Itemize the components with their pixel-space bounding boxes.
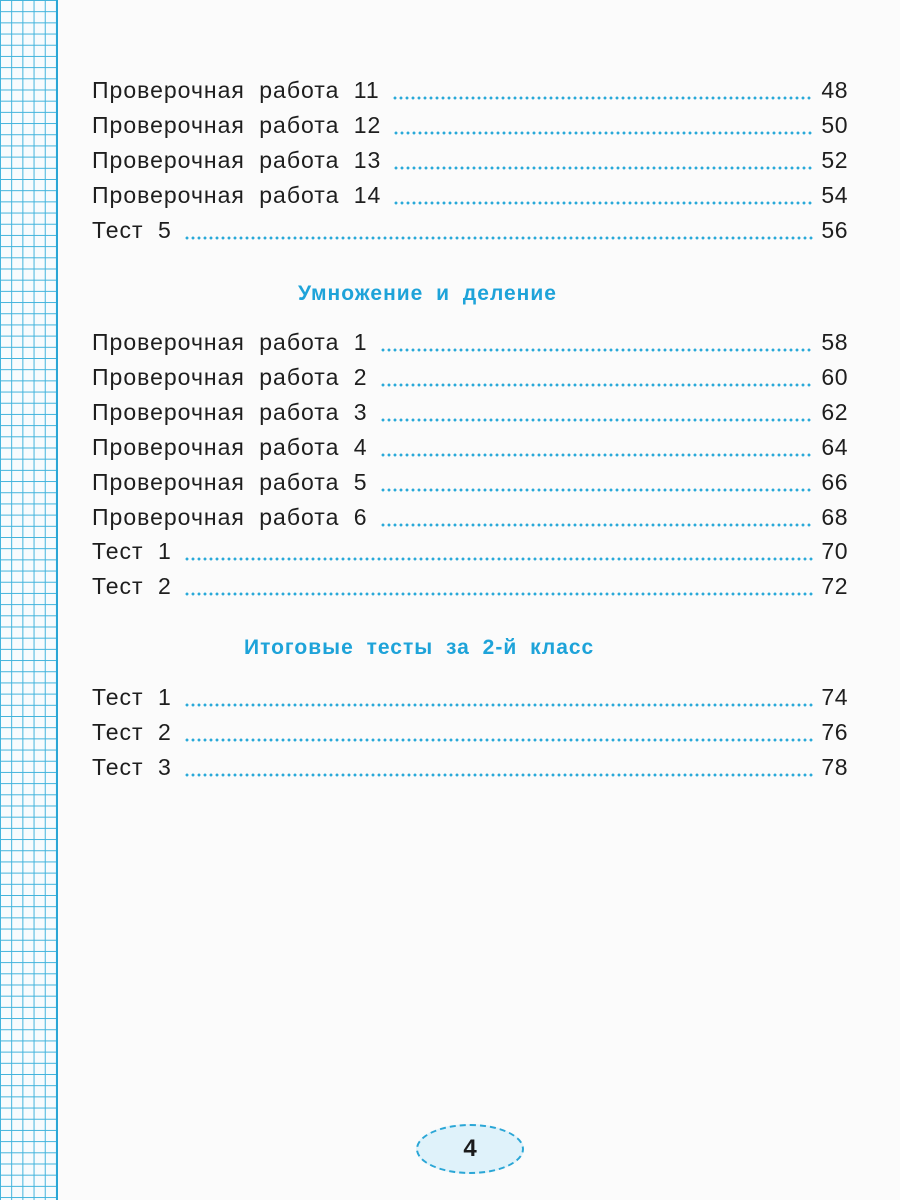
toc-entry-page: 76 xyxy=(821,719,848,745)
toc-entry-label: Проверочная работа 13 xyxy=(92,147,382,173)
toc-entry xyxy=(92,538,848,568)
toc-entry-label: Проверочная работа 6 xyxy=(92,504,368,530)
graph-paper-margin xyxy=(0,0,56,1200)
margin-border-line xyxy=(56,0,58,1200)
toc-entry-page: 58 xyxy=(821,329,848,355)
toc-entry-label: Тест 2 xyxy=(92,573,172,599)
dot-leader xyxy=(380,374,814,388)
toc-entry xyxy=(92,112,848,142)
toc-entry xyxy=(92,364,848,394)
toc-entry xyxy=(92,754,848,784)
section-heading: Умножение и деление xyxy=(298,282,557,305)
toc-entry-label: Проверочная работа 12 xyxy=(92,112,382,138)
dot-leader xyxy=(380,339,814,353)
toc-entry-label: Тест 1 xyxy=(92,684,172,710)
dot-leader xyxy=(380,514,814,528)
toc-entry-page: 68 xyxy=(821,504,848,530)
dot-leader xyxy=(393,122,813,136)
toc-entry-page: 60 xyxy=(821,364,848,390)
toc-entry-page: 50 xyxy=(821,112,848,138)
toc-entry xyxy=(92,147,848,177)
dot-leader xyxy=(380,479,814,493)
dot-leader xyxy=(380,409,814,423)
toc-entry-label: Проверочная работа 14 xyxy=(92,182,382,208)
section-heading: Итоговые тесты за 2-й класс xyxy=(244,636,595,659)
toc-entry xyxy=(92,504,848,534)
dot-leader xyxy=(184,548,814,562)
toc-entry-page: 62 xyxy=(821,399,848,425)
toc-entry-label: Проверочная работа 3 xyxy=(92,399,368,425)
dot-leader xyxy=(184,583,814,597)
toc-entry-label: Тест 3 xyxy=(92,754,172,780)
toc-entry-label: Тест 1 xyxy=(92,538,172,564)
toc-entry-page: 64 xyxy=(821,434,848,460)
dot-leader xyxy=(393,192,813,206)
page-number: 4 xyxy=(463,1135,477,1162)
dot-leader xyxy=(184,729,814,743)
toc-entry-label: Проверочная работа 2 xyxy=(92,364,368,390)
toc-entry xyxy=(92,434,848,464)
dot-leader xyxy=(184,227,814,241)
toc-entry xyxy=(92,77,848,107)
toc-entry xyxy=(92,217,848,247)
toc-entry xyxy=(92,684,848,714)
dot-leader xyxy=(184,764,814,778)
toc-entry xyxy=(92,573,848,603)
toc-entry-page: 66 xyxy=(821,469,848,495)
dot-leader xyxy=(380,444,814,458)
dot-leader xyxy=(184,694,814,708)
toc-entry-label: Проверочная работа 5 xyxy=(92,469,368,495)
page-number-badge xyxy=(416,1124,524,1174)
toc-entry-page: 48 xyxy=(821,77,848,103)
toc-entry-page: 78 xyxy=(821,754,848,780)
toc-entry-page: 54 xyxy=(821,182,848,208)
toc-entry xyxy=(92,329,848,359)
toc-entry-label: Тест 5 xyxy=(92,217,172,243)
toc-entry xyxy=(92,182,848,212)
toc-entry-page: 52 xyxy=(821,147,848,173)
toc-entry xyxy=(92,399,848,429)
dot-leader xyxy=(393,157,813,171)
toc-entry-page: 72 xyxy=(821,573,848,599)
toc-entry-label: Проверочная работа 4 xyxy=(92,434,368,460)
toc-entry xyxy=(92,469,848,499)
toc-entry-page: 70 xyxy=(821,538,848,564)
toc-entry xyxy=(92,719,848,749)
toc-entry-page: 74 xyxy=(821,684,848,710)
toc-entry-label: Тест 2 xyxy=(92,719,172,745)
toc-entry-label: Проверочная работа 11 xyxy=(92,77,380,103)
dot-leader xyxy=(392,87,814,101)
toc-entry-label: Проверочная работа 1 xyxy=(92,329,368,355)
toc-entry-page: 56 xyxy=(821,217,848,243)
